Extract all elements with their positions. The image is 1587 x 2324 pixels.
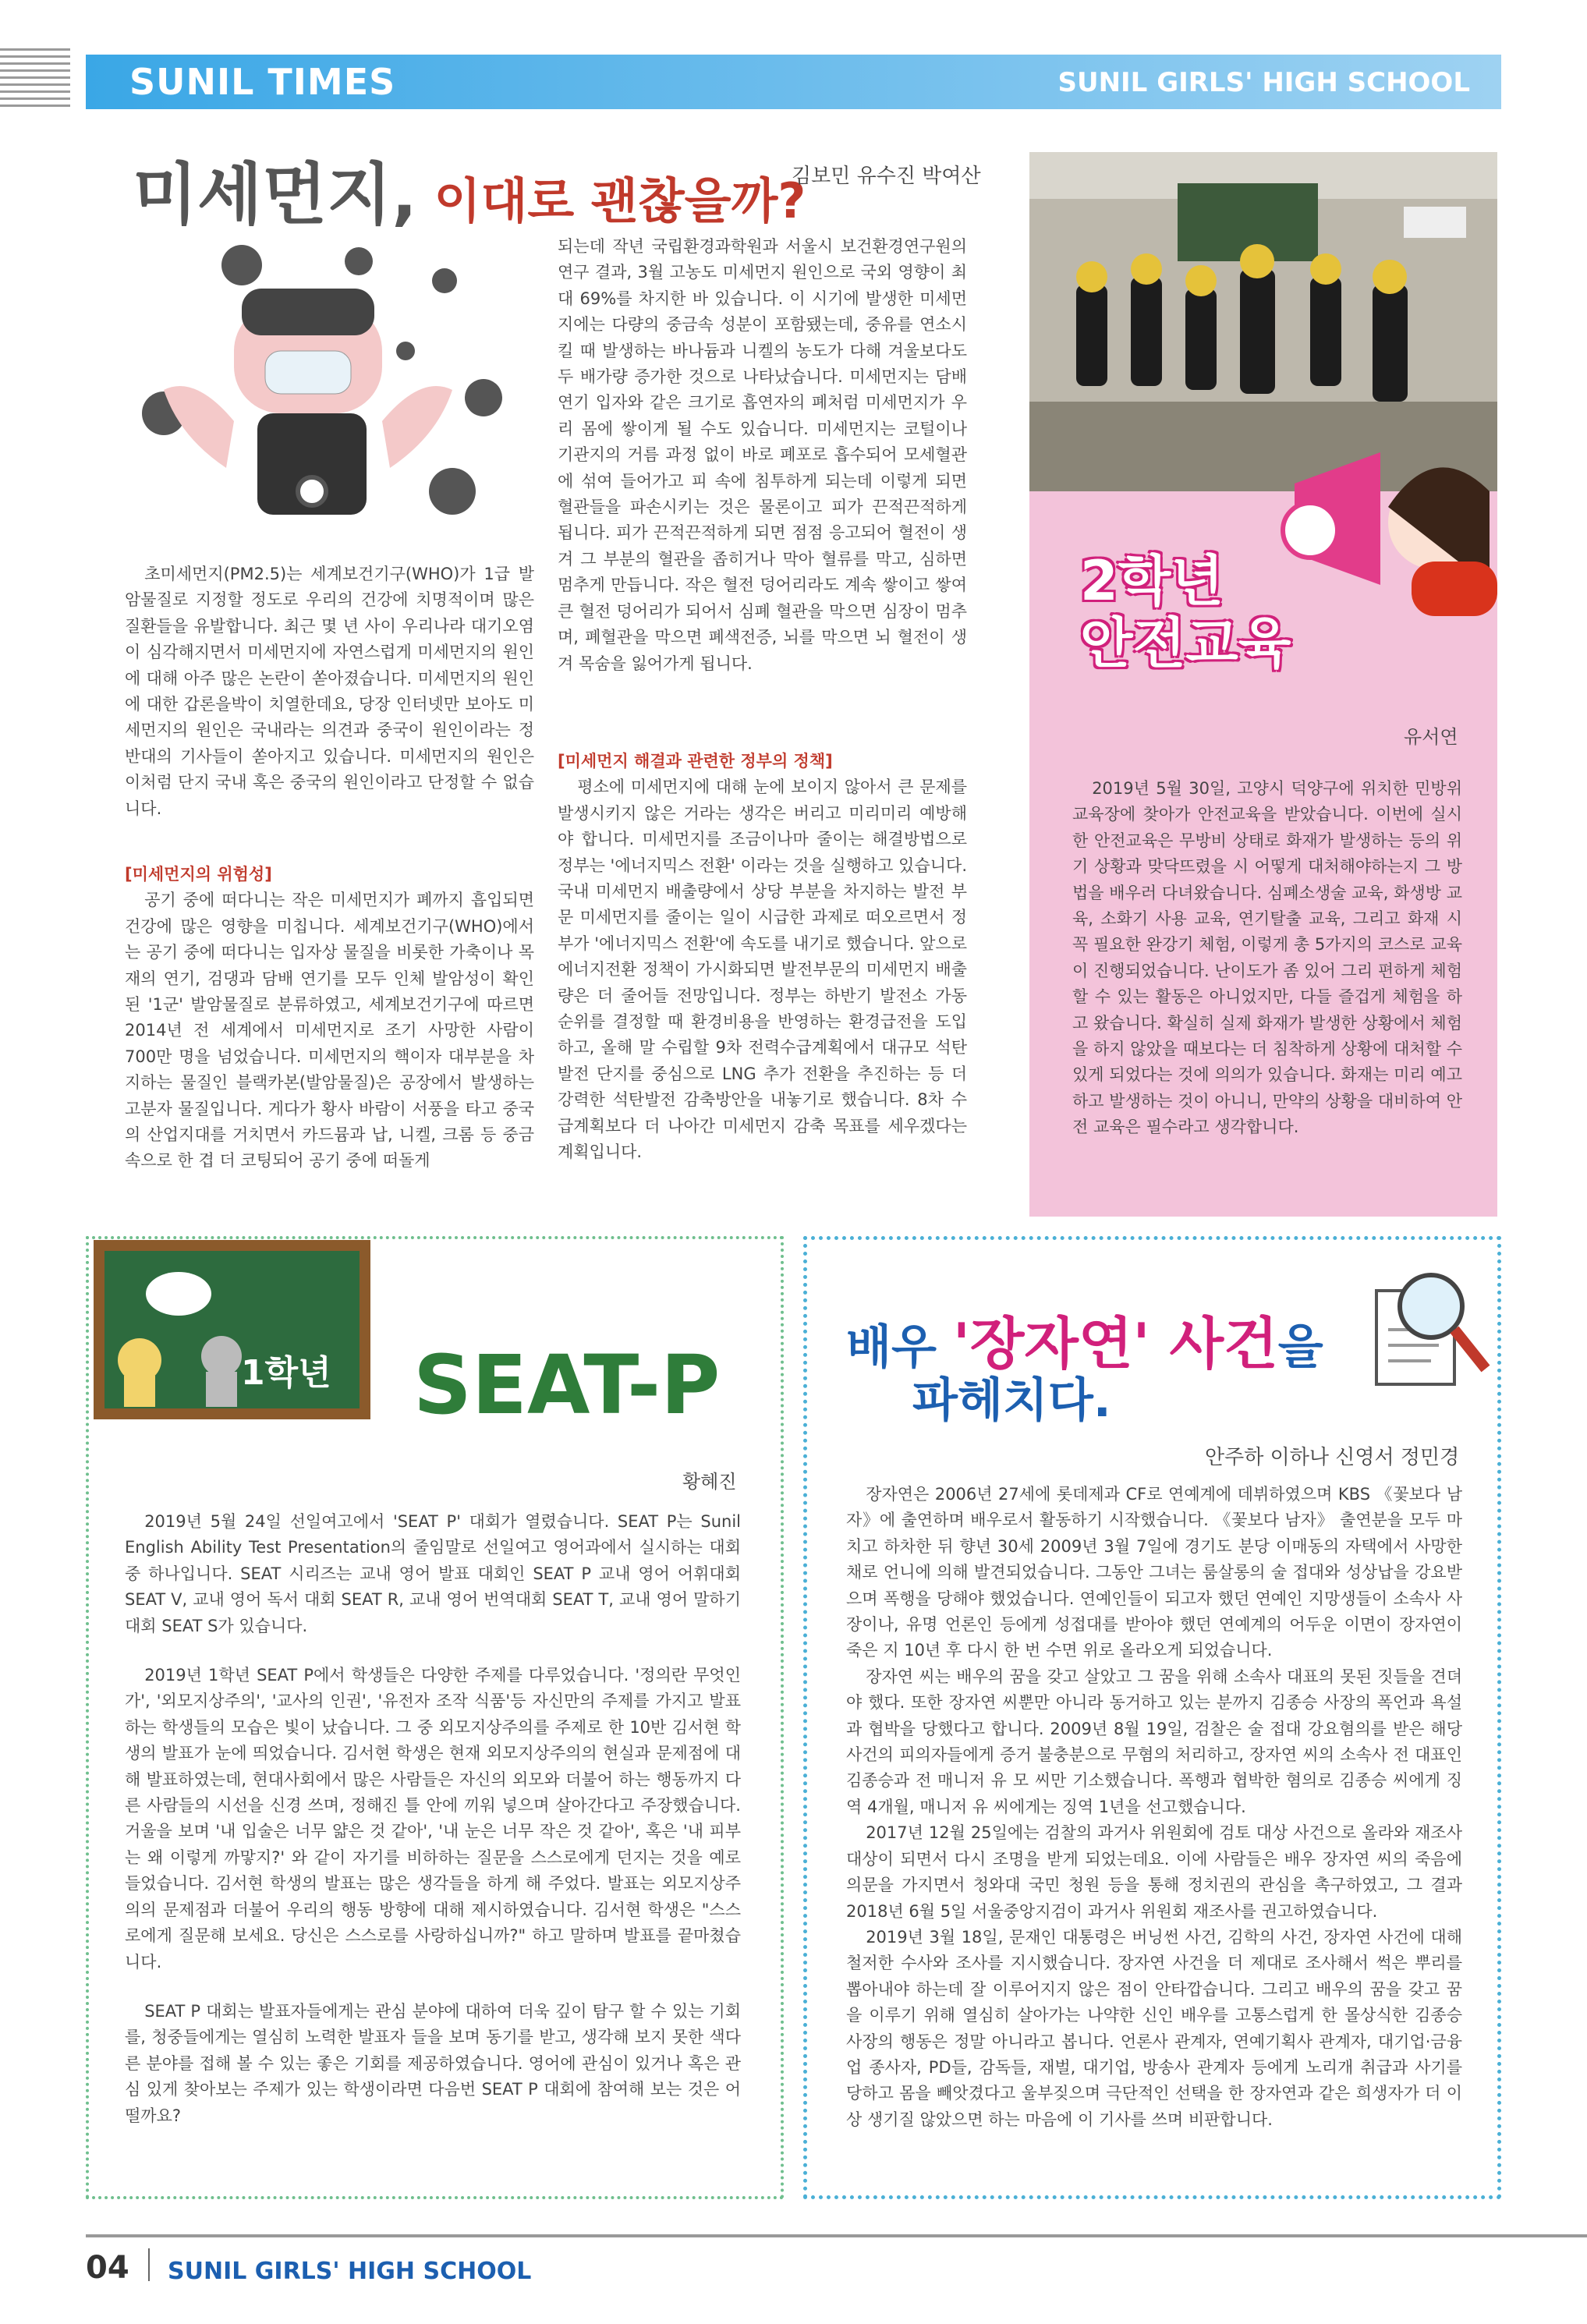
article1-title-main: 미세먼지,	[133, 156, 417, 234]
article1-col1-body	[125, 862, 534, 1189]
safety-title-main: 안전교육	[1080, 611, 1291, 675]
header-stripes	[0, 48, 70, 109]
chalkboard-illustration	[94, 1240, 370, 1419]
article4-title-highlight: '장자연' 사건	[952, 1311, 1278, 1376]
article1-title-sub: 이대로 괜찮을까?	[416, 172, 806, 229]
article2-paragraph: 2019년 5월 30일, 고양시 덕양구에 위치한 민방위 교육장에 찾아가 안전교육을 받았습니다. 이번에 실시한 안전교육은 무방비 상태로 화재가 발생하는 등의 위기 상황과 맞닥뜨렸을 시 어떻게 대처해야하는지 그 방법을 배우러 다녀왔습니다. 심폐소생술 교육, 화생방 교육, 소화기 사용 교육, 연기탈출 교육, 그리고 화재 시 꼭 필요한 완강기 체험, 이렇게 총 5가지의 코스로 교육이 진행되었습니다. 난이도가 좀 있어 그리 편하게 체험할 수 있는 활동은 아니었지만, 다들 즐겁게 체험을 하고 왔습니다. 확실히 실제 화재가 발생한 상황에서 체험을 하지 않았을 때보다는 더 침착하게 상황에 대처할 수 있게 되었다는 것에 의의가 있습니다. 화재는 미리 예고하고 발생하는 것이 아니니, 만약의 상황을 대비하여 안전 교육은 필수라고 생각합니다.	[1072, 779, 1462, 1137]
board-grade-label: 1학년	[241, 1353, 331, 1393]
article4-title-prefix: 배우	[846, 1320, 953, 1375]
article1-health-paragraph: 되는데 작년 국립환경과학원과 서울시 보건환경연구원의 연구 결과, 3월 고농도 미세먼지 원인으로 국외 영향이 최대 69%를 차지한 바 있습니다. 이 시기에 발생한 미세먼지에는 다량의 중금속 성분이 포함됐는데, 중유를 연소시킬 때 발생하는 바나듐과 니켈의 농도가 다해 겨울보다도 두 배가량 증가한 것으로 나타났습니다. 미세먼지는 담배 연기 입자와 같은 크기로 흡연자의 폐처럼 미세먼지가 우리 몸에 쌓이게 될 수도 있습니다. 미세먼지는 코털이나 기관지의 거름 과정 없이 바로 폐포로 흡수되어 모세혈관에 섞여 들어가고 피 속에 침투하게 되는데 이렇게 되면 혈관들을 파손시키는 것은 물론이고 피가 끈적끈적하게 됩니다. 피가 끈적끈적하게 되면 점점 응고되어 혈전이 생겨 그 부분의 혈관을 좁히거나 막아 혈류를 막고, 심하면 멈추게 만듭니다. 작은 혈전 덩어리라도 계속 쌓이고 쌓여 큰 혈전 덩어리가 되어서 심폐 혈관을 막으면 심장이 멈추며, 폐혈관을 막으면 폐색전증, 뇌를 막으면 뇌 혈전이 생겨 목숨을 잃어가게 됩니다.	[558, 237, 967, 673]
article2-body	[1072, 776, 1462, 1181]
article4-paragraph-3: 2017년 12월 25일에는 검찰의 과거사 위원회에 검토 대상 사건으로 올라와 재조사 대상이 되면서 다시 조명을 받게 되었는데요. 이에 사람들은 배우 장자연 씨의 죽음에 의문을 가지면서 청와대 국민 청원 등을 통해 정치권의 관심을 촉구하였고, 그 결과 2018년 6월 5일 서울중앙지검이 과거사 위원회 재조사를 권고하였습니다.	[846, 1823, 1462, 1921]
article4-title-line2: 파헤치다.	[912, 1373, 1111, 1428]
article3-paragraph-2: 2019년 1학년 SEAT P에서 학생들은 다양한 주제를 다루었습니다. '정의란 무엇인가', '외모지상주의', '교사의 인권', '유전자 조작 식품'등 자신만의 주제를 가지고 발표하는 학생들의 모습은 빛이 났습니다. 그 중 외모지상주의를 주제로 한 10반 김서현 학생의 발표가 눈에 띄었습니다. 김서현 학생은 현재 외모지상주의의 현실과 문제점에 대해 발표하였는데, 현대사회에서 많은 사람들은 자신의 외모와 더불어 하는 행동까지 다른 사람들의 시선을 신경 쓰며, 정해진 틀 안에 끼워 넣으며 살아간다고 주장했습니다. 거울을 보며 '내 입술은 너무 얇은 것 같아', '내 눈은 너무 작은 것 같아', 혹은 '내 피부는 왜 이렇게 까맣지?' 와 같이 자기를 비하하는 질문을 스스로에게 던지는 것을 예로 들었습니다. 김서현 학생의 발표는 많은 생각들을 하게 해 주었다. 발표는 외모지상주의의 문제점과 더불어 우리의 행동 방향에 대해 제시하였습니다. 김서현 학생은 "스스로에게 질문해 보세요. 당신은 스스로를 사랑하십니까?" 하고 말하며 발표를 끝마쳤습니다.	[125, 1666, 741, 1972]
article1-headline	[133, 140, 806, 234]
newspaper-brand: SUNIL TIMES	[129, 61, 396, 103]
article1-intro-paragraph: 초미세먼지(PM2.5)는 세계보건기구(WHO)가 1급 발암물질로 지정할 정도로 우리의 건강에 치명적이며 많은 질환들을 유발합니다. 최근 몇 년 사이 우리나라 대기오염이 심각해지면서 미세먼지에 자연스럽게 미세먼지의 원인에 대해 아주 많은 논란이 쏟아졌습니다. 미세먼지의 원인에 대한 갑론을박이 치열한데요, 당장 인터넷만 보아도 미세먼지의 원인은 국내라는 의견과 중국이 원인이라는 정반대의 기사들이 쏟아지고 있습니다. 미세먼지의 원인은 이처럼 단지 국내 혹은 중국의 원인이라고 단정할 수 없습니다.	[125, 565, 534, 818]
article1-policy-paragraph: 평소에 미세먼지에 대해 눈에 보이지 않아서 큰 문제를 발생시키지 않은 거라는 생각은 버리고 미리미리 예방해야 합니다. 미세먼지를 조금이나마 줄이는 해결방법으로 정부는 '에너지믹스 전환' 이라는 것을 실행하고 있습니다. 국내 미세먼지 배출량에서 상당 부분을 차지하는 발전 부문 미세먼지를 줄이는 일이 시급한 과제로 떠오르면서 정부가 '에너지믹스 전환'에 속도를 내기로 했습니다. 앞으로 에너지전환 정책이 가시화되면 발전부문의 미세먼지 배출량은 더 줄어들 전망입니다. 정부는 하반기 발전소 가동 순위를 결정할 때 환경비용을 반영하는 환경급전을 도입하고, 올해 말 수립할 9차 전력수급계획에서 대규모 석탄발전 단지를 중심으로 LNG 추가 전환을 추진하는 등 더 강력한 석탄발전 감축방안을 내놓기로 했습니다. 8차 수급계획보다 더 나아간 미세먼지 감축 목표를 세우겠다는 계획입니다.	[558, 778, 967, 1162]
article1-subhead-danger: [미세먼지의 위험성]	[125, 865, 272, 884]
safety-title-grade: 2학년	[1080, 549, 1224, 613]
megaphone-girl-illustration	[1279, 437, 1505, 616]
article1-col1-intro	[125, 562, 534, 831]
magnifier-document-icon	[1361, 1259, 1493, 1392]
footer-rule	[86, 2234, 1587, 2237]
article1-col2-policy	[558, 749, 967, 1189]
header-bar	[86, 55, 1501, 109]
article3-paragraph-3: SEAT P 대회는 발표자들에게는 관심 분야에 대하여 더욱 깊이 탐구 할 수 있는 기회를, 청중들에게는 열심히 노력한 발표자 들을 보며 동기를 받고, 생각해 보지 못한 색다른 분야를 접해 볼 수 있는 좋은 기회를 제공하였습니다. 영어에 관심이 있거나 혹은 관심 있게 찾아보는 주제가 있는 학생이라면 다음번 SEAT P 대회에 참여해 보는 것은 어떨까요?	[125, 2001, 741, 2125]
article1-danger-paragraph: 공기 중에 떠다니는 작은 미세먼지가 폐까지 흡입되면 건강에 많은 영향을 미칩니다. 세계보건기구(WHO)에서는 공기 중에 떠다니는 입자상 물질을 비롯한 가축이나 목재의 연기, 검댕과 담배 연기를 모두 인체 발암성이 확인된 '1군' 발암물질로 분류하였고, 세계보건기구에 따르면 2014년 전 세계에서 미세먼지로 조기 사망한 사람이 700만 명을 넘었습니다. 미세먼지의 핵이자 대부분을 차지하는 물질인 블랙카본(발암물질)은 공장에서 발생하는 고분자 물질입니다. 게다가 황사 바람이 서풍을 타고 중국의 산업지대를 거치면서 카드뮴과 납, 니켈, 크롬 등 중금속으로 한 겹 더 코팅되어 공기 중에 떠돌게	[125, 891, 534, 1171]
article4-byline: 안주하 이하나 신영서 정민경	[1205, 1446, 1460, 1469]
article4-title-particle: 을	[1277, 1320, 1323, 1375]
article3-body	[125, 1509, 741, 2180]
article1-subhead-policy: [미세먼지 해결과 관련한 정부의 정책]	[558, 752, 833, 771]
footer-school-name: SUNIL GIRLS' HIGH SCHOOL	[168, 2258, 532, 2285]
article2-byline: 유서연	[1404, 726, 1458, 748]
dust-mask-illustration	[125, 234, 530, 538]
article4-paragraph-1: 장자연은 2006년 27세에 롯데제과 CF로 연예계에 데뷔하였으며 KBS 《꽃보다 남자》에 출연하며 배우로서 활동하기 시작했습니다. 《꽃보다 남자》 출연분을 모두 마치고 하차한 뒤 향년 30세 2009년 3월 7일에 경기도 분당 이매동의 자택에서 사망한 채로 언니에 의해 발견되었습니다. 그동안 그녀는 룸살롱의 술 접대와 성상납을 강요받으며 폭행을 당해야 했었습니다. 연예인들이 되고자 했던 연예인 지망생들이 소속사 사장이나, 유명 언론인 등에게 성접대를 받아야 했던 연예계의 어두운 이면이 장자연이 죽은 지 10년 후 다시 한 번 수면 위로 올라오게 되었습니다.	[846, 1485, 1462, 1660]
article4-paragraph-2: 장자연 씨는 배우의 꿈을 갖고 살았고 그 꿈을 위해 소속사 대표의 못된 짓들을 견뎌야 했다. 또한 장자연 씨뿐만 아니라 동거하고 있는 분까지 김종승 사장의 폭언과 욕설과 협박을 당했다고 합니다. 2009년 8월 19일, 검찰은 술 접대 강요혐의를 받은 해당 사건의 피의자들에게 증거 불충분으로 무혐의 처리하고, 장자연 씨의 소속사 전 대표인 김종승과 전 매니저 유 모 씨만 기소했습니다. 폭행과 협박한 혐의로 김종승 씨에게 징역 4개월, 매니저 유 씨에게는 징역 1년을 선고했습니다.	[846, 1667, 1462, 1816]
seatp-title: SEAT-P	[413, 1337, 721, 1433]
article1-byline: 김보민 유수진 박여산	[792, 165, 981, 188]
footer-separator	[148, 2248, 150, 2281]
page-number: 04	[86, 2250, 129, 2286]
article3-byline: 황혜진	[682, 1471, 737, 1493]
article4-body	[846, 1482, 1462, 2184]
article1-col2-body	[558, 234, 967, 733]
article4-paragraph-4: 2019년 3월 18일, 문재인 대통령은 버닝썬 사건, 김학의 사건, 장자연 사건에 대해 철저한 수사와 조사를 지시했습니다. 장자연 사건을 더 제대로 조사해서 썩은 뿌리를 뽑아내야 하는데 잘 이루어지지 않은 점이 안타깝습니다. 그리고 배우의 꿈을 갖고 꿈을 이루기 위해 열심히 살아가는 나약한 신인 배우를 고통스럽게 한 몰상식한 김종승 사장의 행동은 정말 아니라고 봅니다. 언론사 관계자, 연예기획사 관계자, 대기업·금융업 종사자, PD들, 감독들, 재벌, 대기업, 방송사 관계자 등에게 노리개 취급과 사기를 당하고 몸을 빼앗겼다고 울부짖으며 극단적인 선택을 한 장자연과 같은 희생자가 더 이상 생기질 않았으면 하는 마음에 이 기사를 쓰며 비판합니다.	[846, 1927, 1462, 2129]
article3-paragraph-1: 2019년 5월 24일 선일여고에서 'SEAT P' 대회가 열렸습니다. SEAT P는 Sunil English Ability Test Presentation의 줄임말로 선일여고 영어과에서 실시하는 대회 중 하나입니다. SEAT 시리즈는 교내 영어 발표 대회인 SEAT P 교내 영어 어휘대회 SEAT V, 교내 영어 독서 대회 SEAT R, 교내 영어 번역대회 SEAT T, 교내 영어 말하기대회 SEAT S가 있습니다.	[125, 1512, 741, 1635]
safety-article-title	[1080, 550, 1291, 675]
school-name-header: SUNIL GIRLS' HIGH SCHOOL	[1057, 67, 1470, 98]
